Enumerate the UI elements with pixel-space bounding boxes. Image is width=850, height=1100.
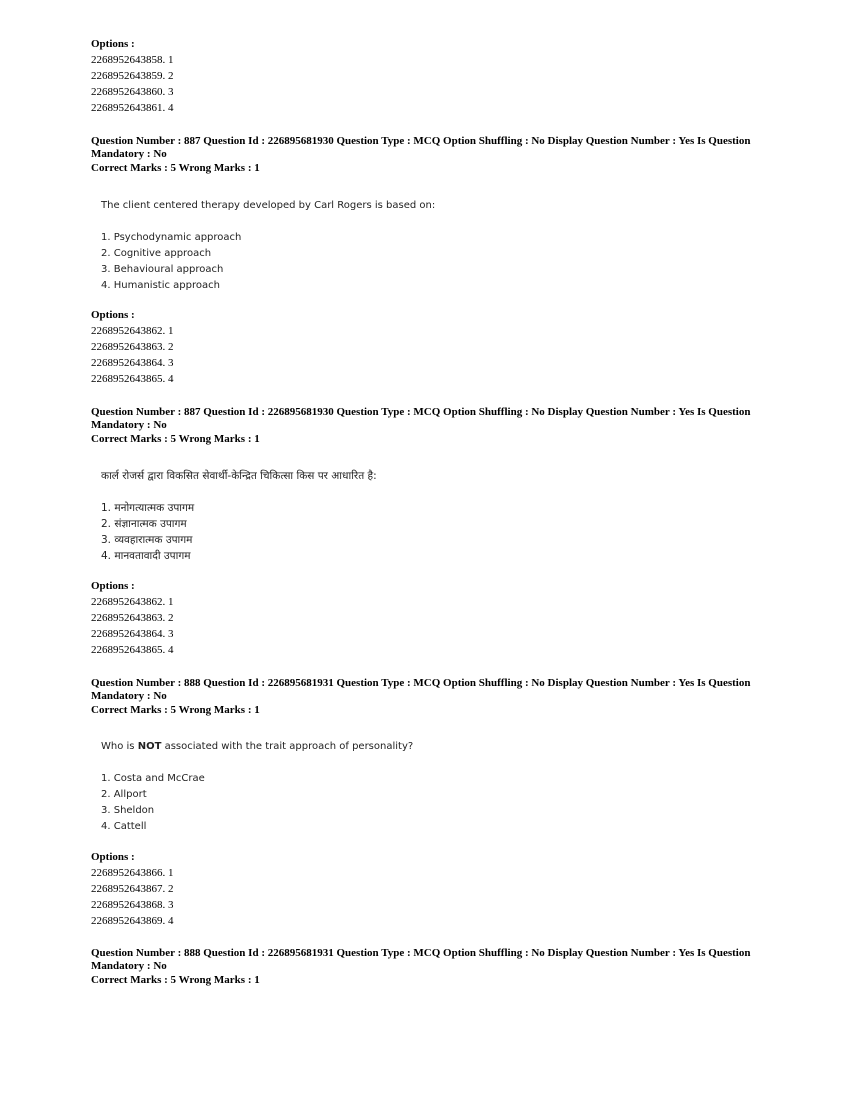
choice-item: 3. Sheldon <box>101 805 155 816</box>
choice-list <box>101 500 377 564</box>
question-info: Question Number : 887 Question Id : 226895681930 Question Type : MCQ Option Shuffling : No Display Question Number : Yes Is Question Mandatory : No <box>91 406 751 431</box>
choice-item: 4. Cattell <box>101 821 147 832</box>
option-id: 2268952643868. 3 <box>91 899 174 911</box>
question-metadata <box>91 406 751 446</box>
option-id: 2268952643862. 1 <box>91 596 174 608</box>
question-body <box>101 740 413 835</box>
option-id: 2268952643858. 1 <box>91 54 174 66</box>
option-id: 2268952643864. 3 <box>91 628 174 640</box>
question-text <box>101 740 413 754</box>
marks-info: Correct Marks : 5 Wrong Marks : 1 <box>91 162 260 174</box>
option-id: 2268952643865. 4 <box>91 644 174 656</box>
choice-item: 1. Costa and McCrae <box>101 773 205 784</box>
question-text: The client centered therapy developed by Carl Rogers is based on: <box>101 200 436 211</box>
option-id: 2268952643859. 2 <box>91 70 174 82</box>
options-list <box>91 307 174 387</box>
option-id: 2268952643864. 3 <box>91 357 174 369</box>
option-id: 2268952643860. 3 <box>91 86 174 98</box>
option-id: 2268952643866. 1 <box>91 867 174 879</box>
question-text-end: associated with the trait approach of personality? <box>161 741 414 752</box>
option-id: 2268952643861. 4 <box>91 102 174 114</box>
marks-info: Correct Marks : 5 Wrong Marks : 1 <box>91 974 260 986</box>
options-heading: Options : <box>91 309 135 321</box>
option-id: 2268952643863. 2 <box>91 612 174 624</box>
question-metadata <box>91 135 751 175</box>
choice-item: 3. Behavioural approach <box>101 264 224 275</box>
option-id: 2268952643867. 2 <box>91 883 174 895</box>
option-id: 2268952643863. 2 <box>91 341 174 353</box>
question-body <box>101 199 435 294</box>
choice-item: 1. मनोगत्यात्मक उपागम <box>101 502 195 514</box>
question-body <box>101 469 377 564</box>
choice-list <box>101 771 413 835</box>
options-list <box>91 578 174 658</box>
question-text-start: Who is <box>101 741 138 752</box>
marks-info: Correct Marks : 5 Wrong Marks : 1 <box>91 704 260 716</box>
question-metadata <box>91 947 751 987</box>
options-list <box>91 849 174 929</box>
option-id: 2268952643862. 1 <box>91 325 174 337</box>
question-text-emphasis: NOT <box>137 741 162 752</box>
question-info: Question Number : 888 Question Id : 226895681931 Question Type : MCQ Option Shuffling : No Display Question Number : Yes Is Question Mandatory : No <box>91 677 751 702</box>
question-info: Question Number : 887 Question Id : 226895681930 Question Type : MCQ Option Shuffling : No Display Question Number : Yes Is Question Mandatory : No <box>91 135 751 160</box>
option-id: 2268952643869. 4 <box>91 915 174 927</box>
choice-list <box>101 230 435 294</box>
option-id: 2268952643865. 4 <box>91 373 174 385</box>
options-heading: Options : <box>91 38 135 50</box>
choice-item: 4. मानवतावादी उपागम <box>101 550 191 562</box>
question-info: Question Number : 888 Question Id : 226895681931 Question Type : MCQ Option Shuffling : No Display Question Number : Yes Is Question Mandatory : No <box>91 947 751 972</box>
choice-item: 2. Cognitive approach <box>101 248 212 259</box>
question-text: कार्ल रोजर्स द्वारा विकसित सेवार्थी-केन्द्रित चिकित्सा किस पर आधारित है: <box>101 470 377 482</box>
options-heading: Options : <box>91 580 135 592</box>
marks-info: Correct Marks : 5 Wrong Marks : 1 <box>91 433 260 445</box>
choice-item: 3. व्यवहारात्मक उपागम <box>101 534 193 546</box>
options-heading: Options : <box>91 851 135 863</box>
choice-item: 1. Psychodynamic approach <box>101 232 242 243</box>
question-metadata <box>91 677 751 717</box>
choice-item: 2. Allport <box>101 789 147 800</box>
choice-item: 4. Humanistic approach <box>101 280 220 291</box>
choice-item: 2. संज्ञानात्मक उपागम <box>101 518 187 530</box>
options-list <box>91 36 174 116</box>
